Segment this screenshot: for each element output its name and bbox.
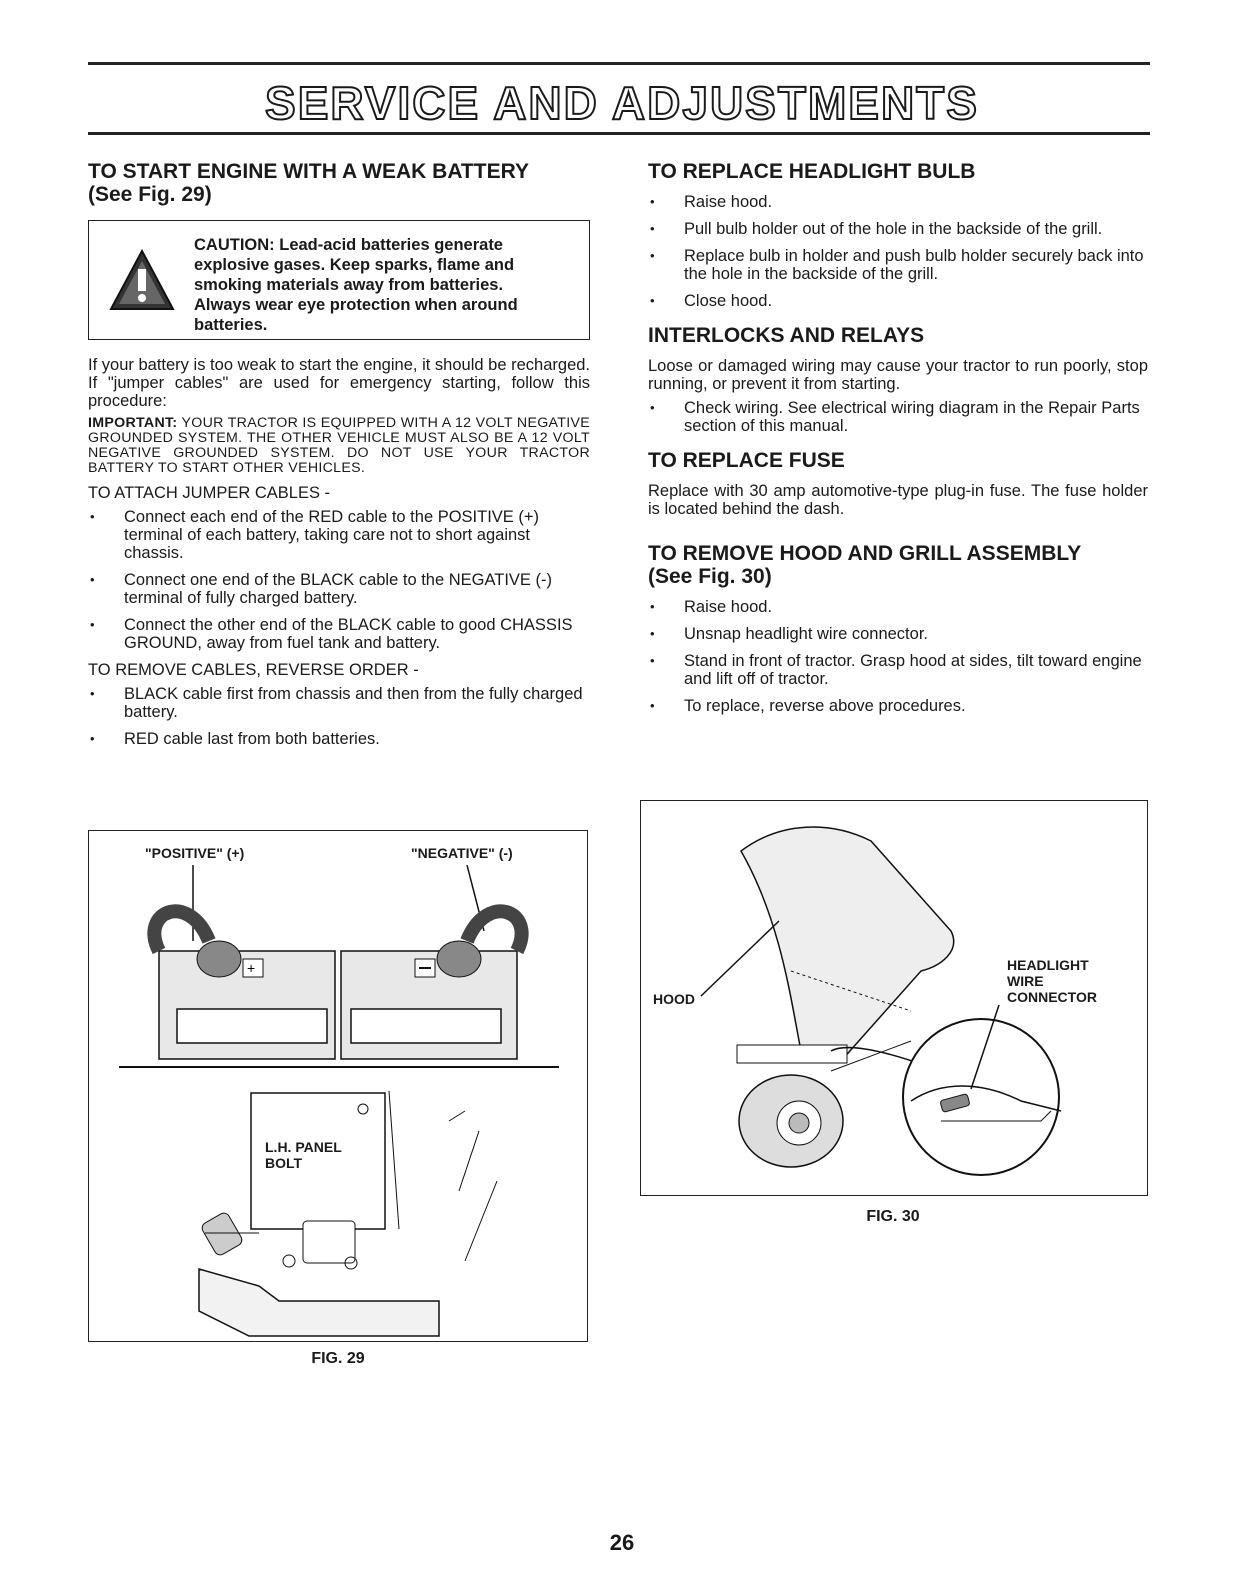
remove-heading: TO REMOVE CABLES, REVERSE ORDER - <box>88 661 419 679</box>
weak-battery-heading-fig: (See Fig. 29) <box>88 183 212 206</box>
caution-box <box>88 220 590 340</box>
figure-30 <box>640 800 1148 1196</box>
attach-steps <box>88 508 590 652</box>
list-item: • Raise hood. <box>648 193 1148 211</box>
fuse-text: Replace with 30 amp automotive-type plug-in fuse. The fuse holder is located behind the dash. <box>648 482 1148 518</box>
list-item: • Stand in front of tractor. Grasp hood at sides, tilt toward engine and lift off of tractor. <box>648 652 1148 688</box>
negative-label: "NEGATIVE" (-) <box>411 845 513 861</box>
page-title: SERVICE AND ADJUSTMENTS <box>265 77 979 129</box>
list-item: • Connect the other end of the BLACK cable to good CHASSIS GROUND, away from fuel tank and battery. <box>88 616 590 652</box>
hood-heading-text: TO REMOVE HOOD AND GRILL ASSEMBLY <box>648 542 1082 565</box>
panel-label-line1: L.H. PANEL <box>265 1139 342 1155</box>
interlocks-heading: INTERLOCKS AND RELAYS <box>648 324 925 347</box>
svg-text:+: + <box>247 960 256 976</box>
weak-battery-heading-text: TO START ENGINE WITH A WEAK BATTERY <box>88 160 529 183</box>
caution-text: CAUTION: Lead-acid batteries generate explosive gases. Keep sparks, flame and smoking materials away from batteries. Always wear eye protection when around batteries. <box>194 236 518 334</box>
important-note <box>88 416 590 476</box>
list-item: • Replace bulb in holder and push bulb holder securely back into the hole in the backside of the grill. <box>648 247 1148 283</box>
fuse-heading: TO REPLACE FUSE <box>648 449 845 472</box>
list-item: • Check wiring. See electrical wiring diagram in the Repair Parts section of this manual. <box>648 399 1148 435</box>
left-column <box>88 160 590 757</box>
list-item: • Unsnap headlight wire connector. <box>648 625 1148 643</box>
warning-icon <box>109 249 175 316</box>
hood-steps <box>648 598 1148 715</box>
important-text: YOUR TRACTOR IS EQUIPPED WITH A 12 VOLT NEGATIVE GROUNDED SYSTEM. THE OTHER VEHICLE MUST ALSO BE A 12 VOLT NEGATIVE GROUNDED SYSTEM. DO NOT USE YOUR TRACTOR BATTERY TO START OTHER VEHICLES. <box>88 415 590 476</box>
connector-label-line3: CONNECTOR <box>1007 989 1097 1005</box>
page-number: 26 <box>609 1530 635 1555</box>
figure-30-caption: FIG. 30 <box>866 1208 920 1225</box>
panel-label-line2: BOLT <box>265 1155 303 1171</box>
list-item: • To replace, reverse above procedures. <box>648 697 1148 715</box>
connector-label-line1: HEADLIGHT <box>1007 957 1089 973</box>
interlocks-steps <box>648 399 1148 435</box>
header-rule-bottom <box>88 132 1150 135</box>
figure-29-caption: FIG. 29 <box>311 1350 365 1367</box>
important-label: IMPORTANT: <box>88 415 178 431</box>
list-item: • Close hood. <box>648 292 1148 310</box>
interlocks-text: Loose or damaged wiring may cause your tractor to run poorly, stop running, or prevent it from starting. <box>648 357 1148 393</box>
header-rule-top <box>88 62 1150 65</box>
headlight-steps <box>648 193 1148 310</box>
list-item: • Connect each end of the RED cable to the POSITIVE (+) terminal of each battery, taking care not to short against chassis. <box>88 508 590 562</box>
hood-heading-fig: (See Fig. 30) <box>648 565 772 588</box>
battery-illustration <box>89 831 587 1341</box>
hood-label: HOOD <box>653 991 695 1007</box>
list-item: • Connect one end of the BLACK cable to the NEGATIVE (-) terminal of fully charged battery. <box>88 571 590 607</box>
hood-heading <box>648 542 1148 588</box>
right-column <box>648 160 1148 724</box>
list-item: • Raise hood. <box>648 598 1148 616</box>
figure-29 <box>88 830 588 1342</box>
weak-battery-intro: If your battery is too weak to start the engine, it should be recharged. If "jumper cables" are used for emergency starting, follow this procedure: <box>88 356 590 410</box>
weak-battery-heading <box>88 160 590 206</box>
attach-heading: TO ATTACH JUMPER CABLES - <box>88 484 331 502</box>
list-item: • Pull bulb holder out of the hole in the backside of the grill. <box>648 220 1148 238</box>
connector-label-line2: WIRE <box>1007 973 1044 989</box>
remove-steps <box>88 685 590 748</box>
headlight-heading: TO REPLACE HEADLIGHT BULB <box>648 160 976 183</box>
positive-label: "POSITIVE" (+) <box>145 845 245 861</box>
list-item: • RED cable last from both batteries. <box>88 730 590 748</box>
list-item: • BLACK cable first from chassis and then from the fully charged battery. <box>88 685 590 721</box>
